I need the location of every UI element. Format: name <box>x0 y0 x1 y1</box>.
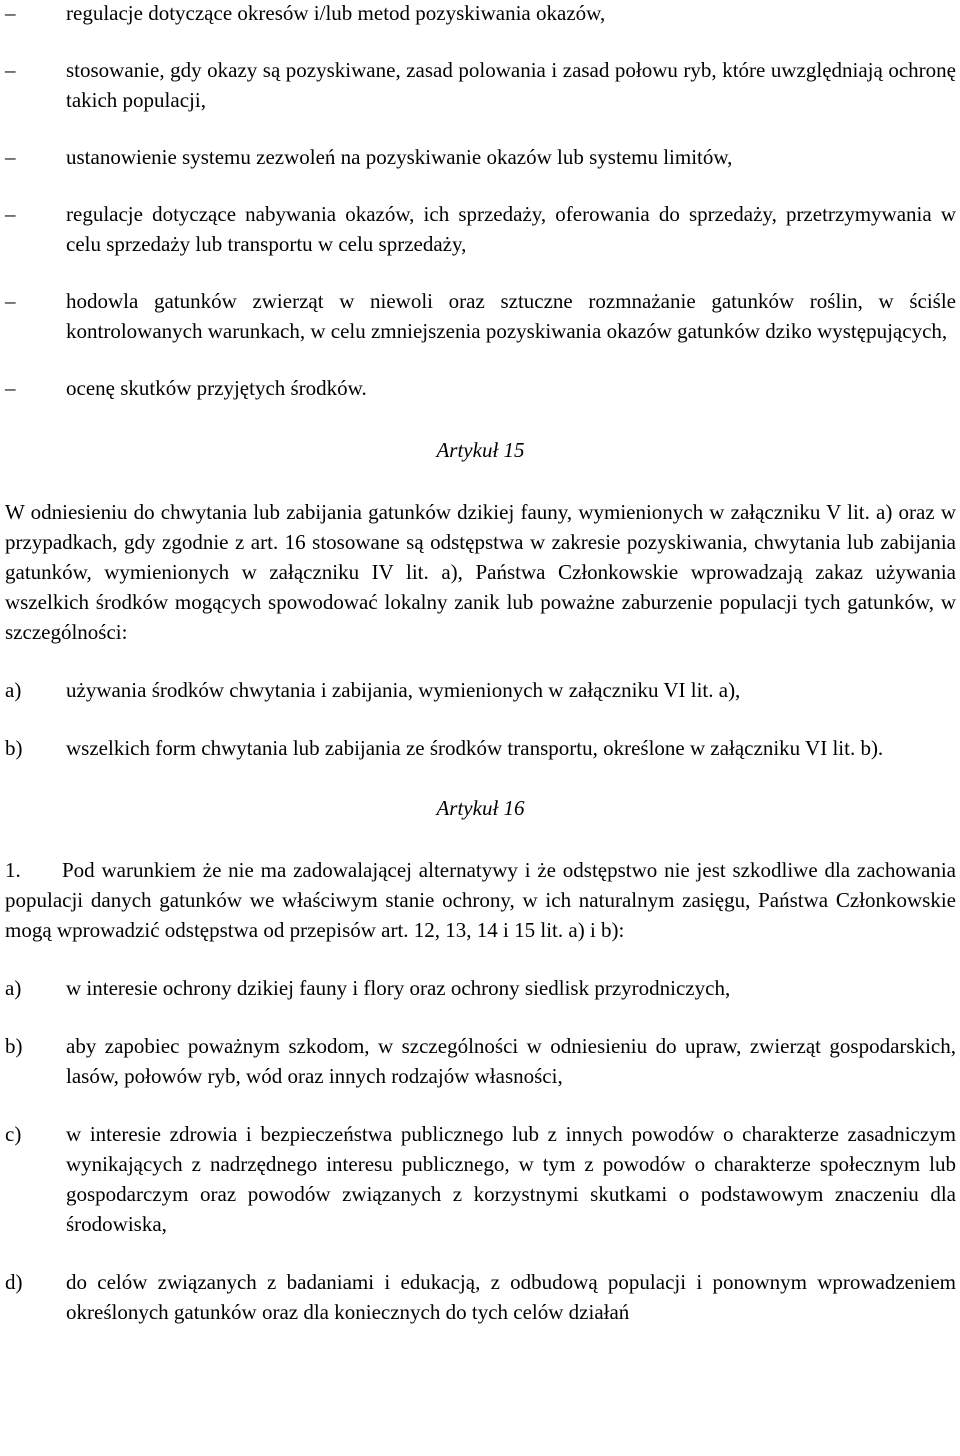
list-marker: b) <box>5 736 23 760</box>
dash-item-text: stosowanie, gdy okazy są pozyskiwane, zasad polowania i zasad połowu ryb, które uwzględniają ochronę takich populacji, <box>66 58 956 112</box>
dash-item-text: regulacje dotyczące okresów i/lub metod pozyskiwania okazów, <box>66 1 606 25</box>
list-item <box>5 1119 956 1239</box>
dash-item <box>5 55 956 115</box>
list-marker: c) <box>5 1122 22 1146</box>
dash-item <box>5 199 956 259</box>
list-item-text: aby zapobiec poważnym szkodom, w szczególności w odniesieniu do upraw, zwierząt gospodarskich, lasów, połowów ryb, wód oraz innych rodzajów własności, <box>66 1034 956 1088</box>
list-item-text: w interesie ochrony dzikiej fauny i flory oraz ochrony siedlisk przyrodniczych, <box>66 976 731 1000</box>
dash-marker: – <box>5 376 16 400</box>
article-16-heading: Artykuł 16 <box>436 796 525 820</box>
list-item-text: w interesie zdrowia i bezpieczeństwa publicznego lub z innych powodów o charakterze zasadniczym wynikających z nadrzędnego interesu publicznego, w tym z powodów o charakterze społecznym lub gospodarczym oraz powodów związanych z korzystnymi skutkami o podstawowym znaczeniu dla środowiska, <box>66 1122 956 1236</box>
list-item-text: używania środków chwytania i zabijania, wymienionych w załączniku VI lit. a), <box>66 678 741 702</box>
list-item <box>5 1031 956 1091</box>
article-16-paragraph <box>5 855 956 945</box>
article-15-list <box>5 675 956 763</box>
list-item-text: wszelkich form chwytania lub zabijania ze środków transportu, określone w załączniku VI lit. b). <box>66 736 884 760</box>
article-15-heading: Artykuł 15 <box>436 438 525 462</box>
dash-item-text: ustanowienie systemu zezwoleń na pozyskiwanie okazów lub systemu limitów, <box>66 145 733 169</box>
dash-marker: – <box>5 145 16 169</box>
dash-marker: – <box>5 289 16 313</box>
article-16-list <box>5 973 956 1327</box>
article-15-paragraph: W odniesieniu do chwytania lub zabijania gatunków dzikiej fauny, wymienionych w załączniku V lit. a) oraz w przypadkach, gdy zgodnie z art. 16 stosowane są odstępstwa w zakresie pozyskiwania, chwytania lub zabijania gatunków, wymienionych w załączniku IV lit. a), Państwa Członkowskie wprowadzają zakaz używania wszelkich środków mogących spowodować lokalny zanik lub poważne zaburzenie populacji tych gatunków, w szczególności: <box>5 500 956 644</box>
dash-item <box>5 0 956 28</box>
list-item <box>5 675 956 705</box>
list-item-text: do celów związanych z badaniami i edukacją, z odbudową populacji i ponownym wprowadzeniem określonych gatunków oraz dla koniecznych do tych celów działań <box>66 1270 956 1324</box>
dash-item-text: ocenę skutków przyjętych środków. <box>66 376 367 400</box>
list-item <box>5 733 956 763</box>
list-marker: b) <box>5 1034 23 1058</box>
dash-item-text: regulacje dotyczące nabywania okazów, ich sprzedaży, oferowania do sprzedaży, przetrzymywania w celu sprzedaży lub transportu w celu sprzedaży, <box>66 202 956 256</box>
list-marker: a) <box>5 678 22 702</box>
list-marker: d) <box>5 1270 23 1294</box>
paragraph-number: 1. <box>5 858 21 882</box>
list-item <box>5 1267 956 1327</box>
dash-marker: – <box>5 202 16 226</box>
list-marker: a) <box>5 976 22 1000</box>
article-16-paragraph-text: Pod warunkiem że nie ma zadowalającej alternatywy i że odstępstwo nie jest szkodliwe dla zachowania populacji danych gatunków we właściwym stanie ochrony, w ich naturalnym zasięgu, Państwa Członkowskie mogą wprowadzić odstępstwa od przepisów art. 12, 13, 14 i 15 lit. a) i b): <box>5 858 956 942</box>
dash-item <box>5 142 956 172</box>
list-item <box>5 973 956 1003</box>
dash-item <box>5 373 956 403</box>
dash-marker: – <box>5 1 16 25</box>
dash-marker: – <box>5 58 16 82</box>
dash-item <box>5 286 956 346</box>
dash-item-text: hodowla gatunków zwierząt w niewoli oraz sztuczne rozmnażanie gatunków roślin, w ściśle kontrolowanych warunkach, w celu zmniejszenia pozyskiwania okazów gatunków dziko występujących, <box>66 289 956 343</box>
dash-list <box>5 0 956 403</box>
